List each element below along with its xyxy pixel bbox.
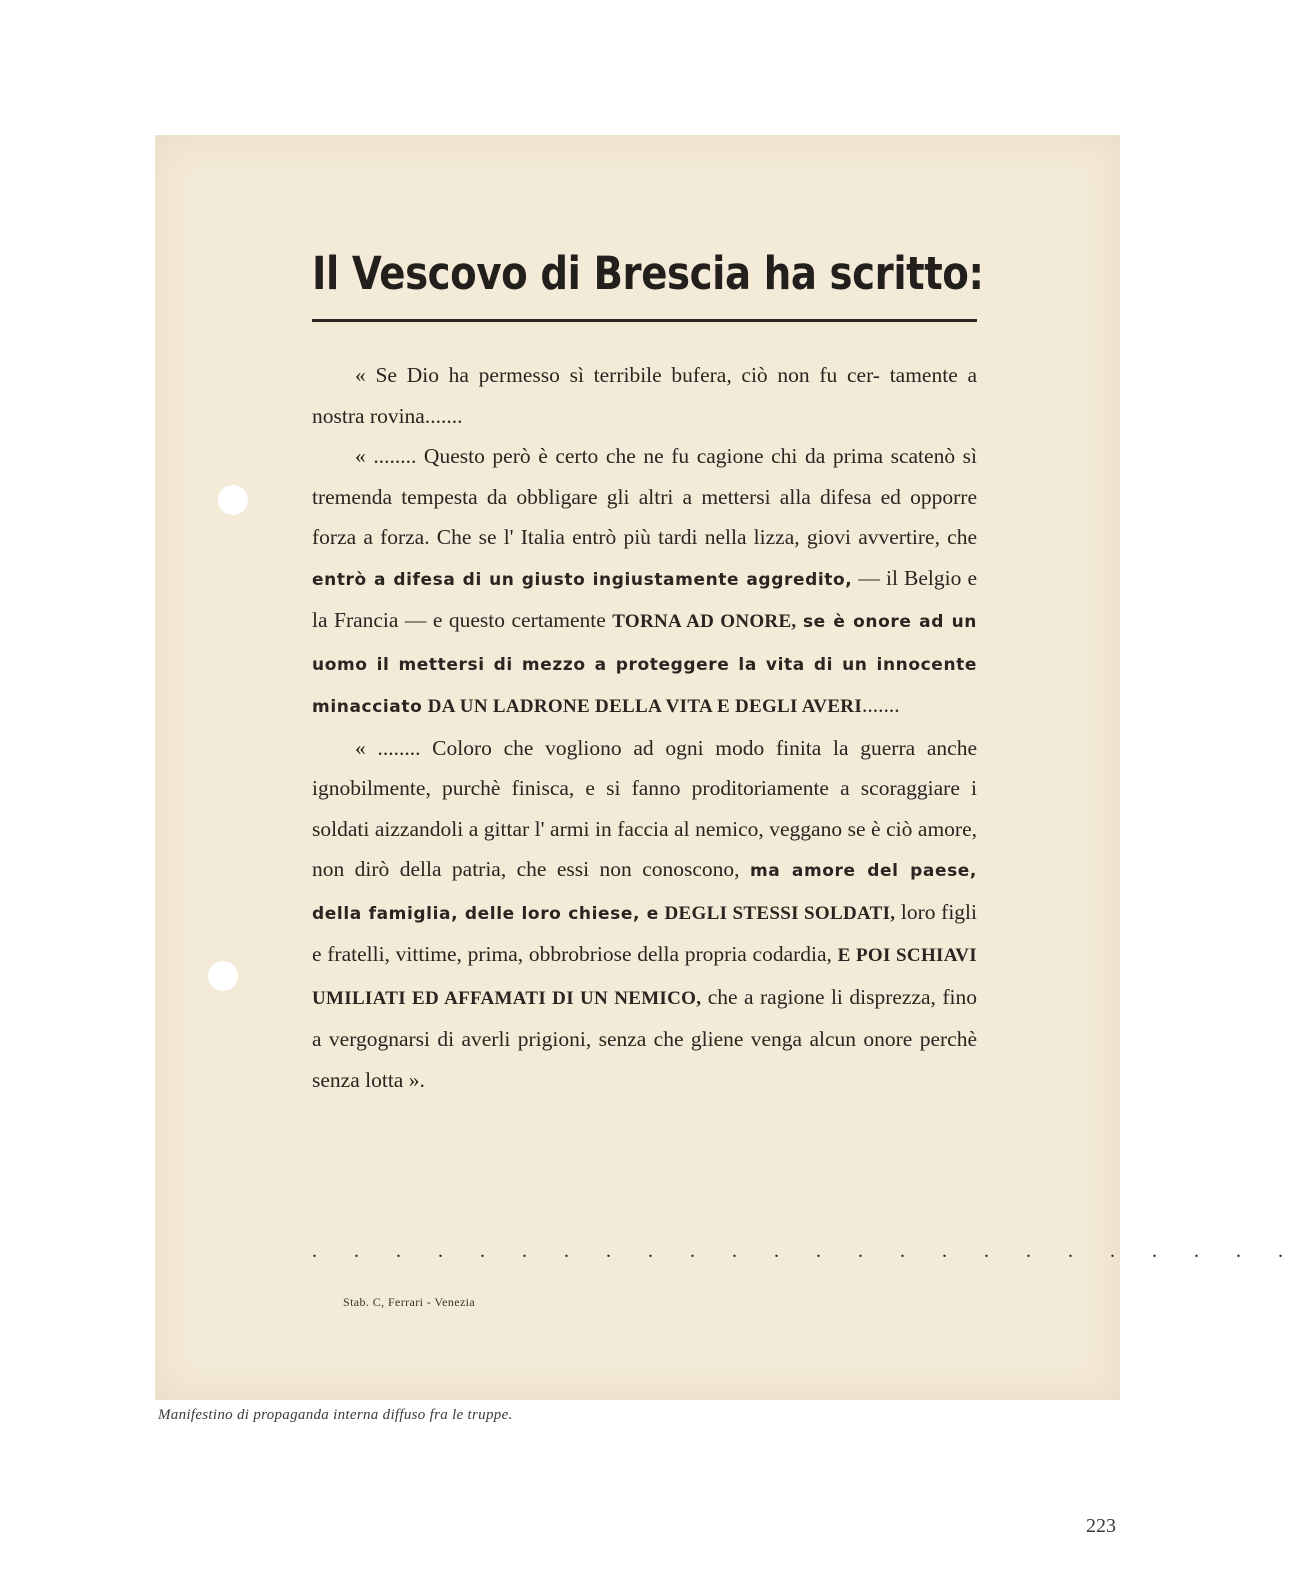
leaflet-title: Il Vescovo di Brescia ha scritto: [312, 247, 984, 300]
page-number: 223 [1086, 1515, 1116, 1537]
leaflet-sheet [155, 135, 1299, 1400]
paragraph-2 [312, 436, 977, 728]
paragraph-2-caps-1: TORNA AD ONORE, [612, 611, 797, 632]
leaflet-body [312, 355, 977, 1100]
printer-imprint: Stab. C, Ferrari - Venezia [343, 1295, 476, 1309]
paragraph-3-caps-2: E POI SCHIAVI UMILIATI ED AFFAMATI DI UN NEMICO, [312, 945, 978, 1009]
paragraph-1-text: « Se Dio ha permesso sì terribile bufera, ciò non fu cer- tamente a nostra rovina....... [312, 363, 977, 428]
paragraph-3-text-end: che a ragione li disprezza, fino a vergognarsi di averli prigioni, senza che gliene venga alcun onore perchè senza lotta ». [312, 984, 977, 1092]
paragraph-3-bold-1: ma amore del paese, della famiglia, delle loro chiese, e [312, 861, 977, 924]
paragraph-2-caps-2: DA UN LADRONE DELLA VITA E DEGLI AVERI [427, 696, 863, 717]
paragraph-3-caps-1: DEGLI STESSI SOLDATI, [664, 902, 896, 924]
dotted-separator: . . . . . . . . . . . . . . . . . . . . . . . . [312, 1240, 1299, 1262]
punch-hole-bottom [208, 961, 238, 991]
paragraph-2-bold-1: entrò a difesa di un giusto ingiustamente aggredito, [312, 569, 853, 590]
paragraph-3-text-2: loro figli e fratelli, vittime, prima, obbrobriose della propria codardia, [312, 899, 977, 966]
paragraph-2-text-2: — il Belgio e la Francia — e questo certamente [312, 565, 977, 632]
title-underline [312, 319, 977, 322]
paragraph-3 [312, 728, 977, 1101]
paragraph-2-text-end: ....... [862, 693, 900, 717]
punch-hole-top [218, 485, 248, 515]
paragraph-1 [312, 355, 977, 436]
paragraph-2-bold-2: se è onore ad un uomo il mettersi di mezzo a proteggere la vita di un innocente minacciato [312, 612, 977, 717]
figure-caption: Manifestino di propaganda interna diffuso fra le truppe. [158, 1407, 513, 1423]
paragraph-3-text-1: « ........ Coloro che vogliono ad ogni modo finita la guerra anche ignobilmente, purchè finisca, e si fanno proditoriamente a scoraggiare i soldati aizzandoli a gittar l' armi in faccia al nemico, veggano se è ciò amore, non dirò della patria, che essi non conoscono, [312, 735, 977, 881]
paragraph-2-text-1: « ........ Questo però è certo che ne fu cagione chi da prima scatenò sì tremenda tempesta da obbligare gli altri a mettersi alla difesa ed opporre forza a forza. Che se l' Italia entrò più tardi nella lizza, giovi avvertire, che [312, 444, 977, 549]
